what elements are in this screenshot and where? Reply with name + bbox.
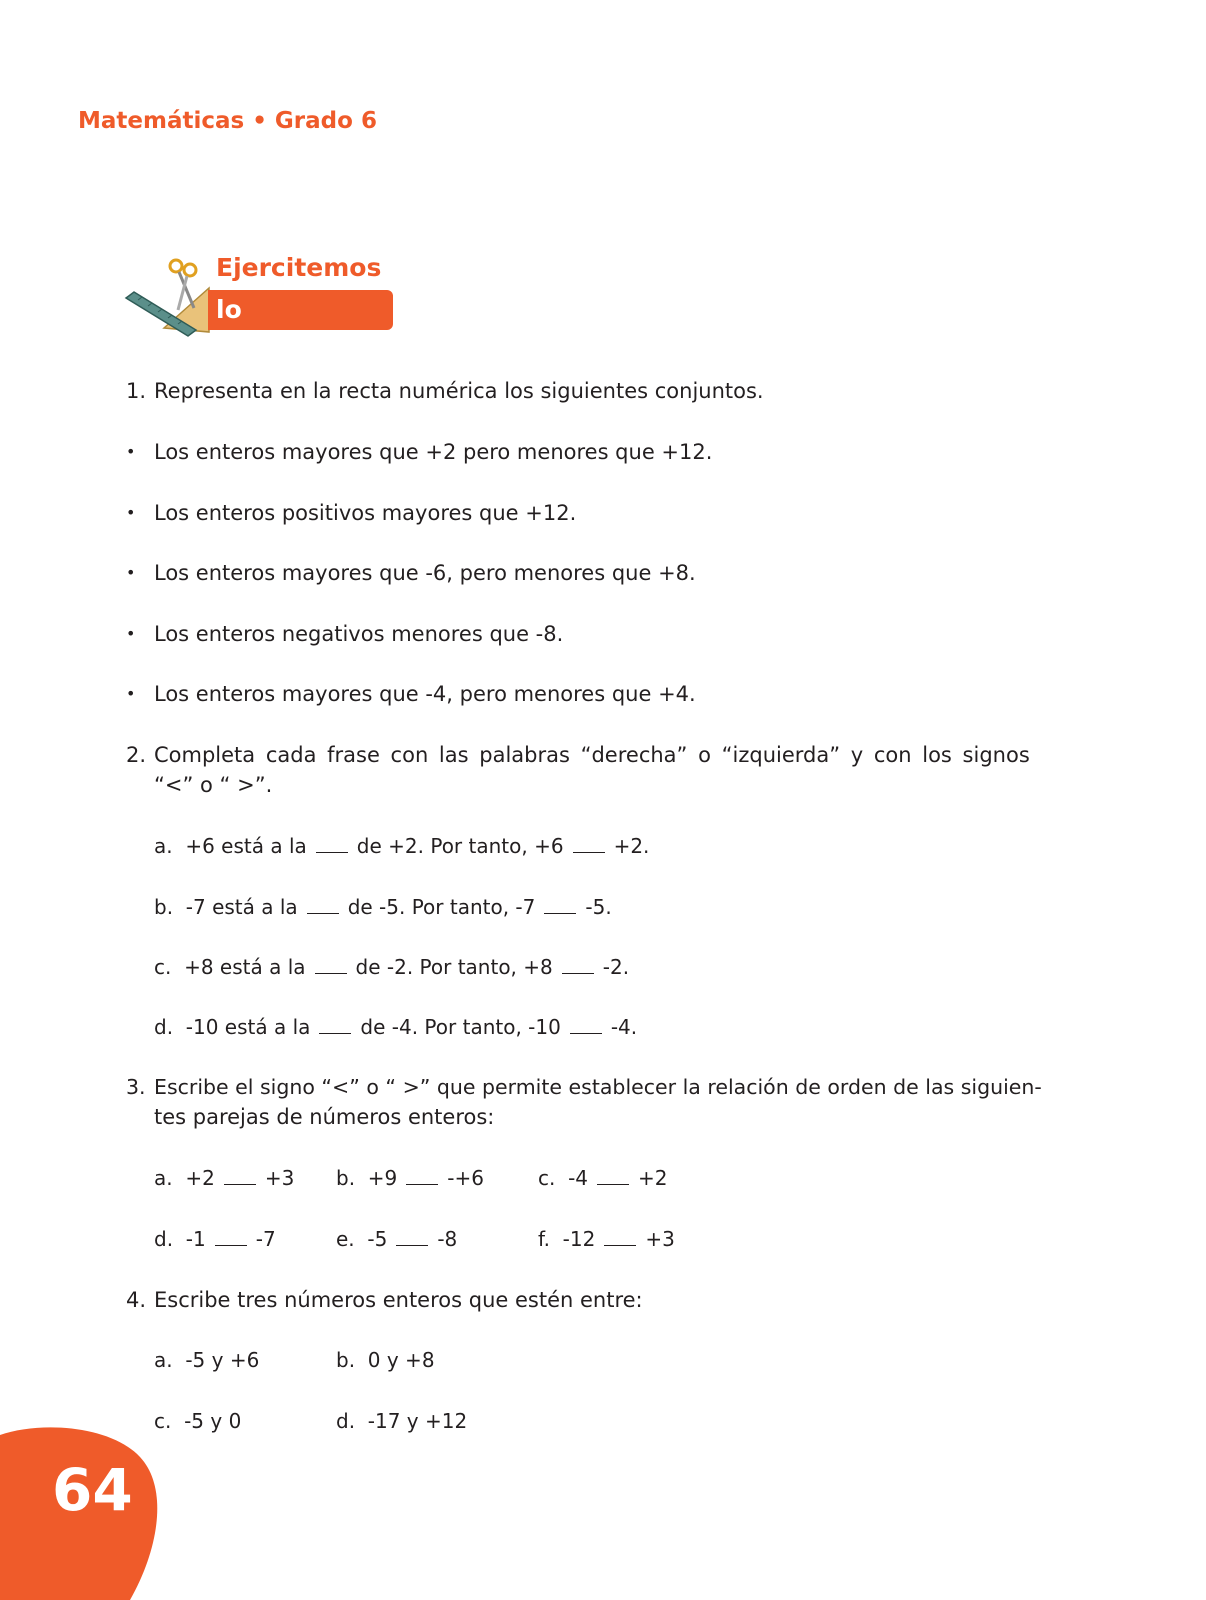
page-header: Matemáticas • Grado 6 xyxy=(78,108,377,134)
list-item: e. -5 -8 xyxy=(336,1227,458,1251)
bullet: • xyxy=(126,684,136,703)
question-number: 2. xyxy=(126,743,147,767)
answer-blank[interactable] xyxy=(215,1227,247,1246)
page-number: 64 xyxy=(52,1456,133,1524)
bullet: • xyxy=(126,442,136,461)
section-badge xyxy=(124,248,414,364)
list-item: b. 0 y +8 xyxy=(336,1348,435,1372)
question-number: 1. xyxy=(126,379,147,403)
list-item: c. -4 +2 xyxy=(538,1166,668,1190)
answer-blank[interactable] xyxy=(307,895,339,914)
question-text: Representa en la recta numérica los siguientes conjuntos. xyxy=(154,379,764,403)
answer-blank[interactable] xyxy=(573,834,605,853)
answer-blank[interactable] xyxy=(597,1166,629,1185)
list-item: f. -12 +3 xyxy=(538,1227,675,1251)
answer-blank[interactable] xyxy=(396,1227,428,1246)
list-item: a. +2 +3 xyxy=(154,1166,295,1190)
answer-blank[interactable] xyxy=(604,1227,636,1246)
answer-blank[interactable] xyxy=(544,895,576,914)
answer-blank[interactable] xyxy=(224,1166,256,1185)
answer-blank[interactable] xyxy=(316,834,348,853)
question-number: 3. xyxy=(126,1075,146,1099)
question-text: Escribe el signo “<” o “ >” que permite establecer la relación de orden de las siguien- xyxy=(154,1075,1042,1099)
question-text: Escribe tres números enteros que estén entre: xyxy=(154,1288,643,1312)
bullet: • xyxy=(126,624,136,643)
bullet: • xyxy=(126,563,136,582)
list-item: d. -1 -7 xyxy=(154,1227,276,1251)
list-item: a. -5 y +6 xyxy=(154,1348,260,1372)
list-item: d. -17 y +12 xyxy=(336,1409,468,1433)
bullet: • xyxy=(126,503,136,522)
question-number: 4. xyxy=(126,1288,147,1312)
question-text: Completa cada frase con las palabras “derecha” o “izquierda” y con los signos xyxy=(154,743,1030,767)
answer-blank[interactable] xyxy=(315,955,347,974)
answer-blank[interactable] xyxy=(570,1015,602,1034)
badge-title-top: Ejercitemos xyxy=(216,253,382,282)
answer-blank[interactable] xyxy=(319,1015,351,1034)
badge-title-bottom: lo aprendido xyxy=(208,290,393,330)
list-item: b. +9 -+6 xyxy=(336,1166,484,1190)
list-item: c. -5 y 0 xyxy=(154,1409,242,1433)
ruler-scissors-icon xyxy=(124,248,219,343)
question-text-cont: tes parejas de números enteros: xyxy=(154,1105,495,1129)
answer-blank[interactable] xyxy=(406,1166,438,1185)
question-text-cont: “<” o “ >”. xyxy=(154,773,273,797)
answer-blank[interactable] xyxy=(562,955,594,974)
